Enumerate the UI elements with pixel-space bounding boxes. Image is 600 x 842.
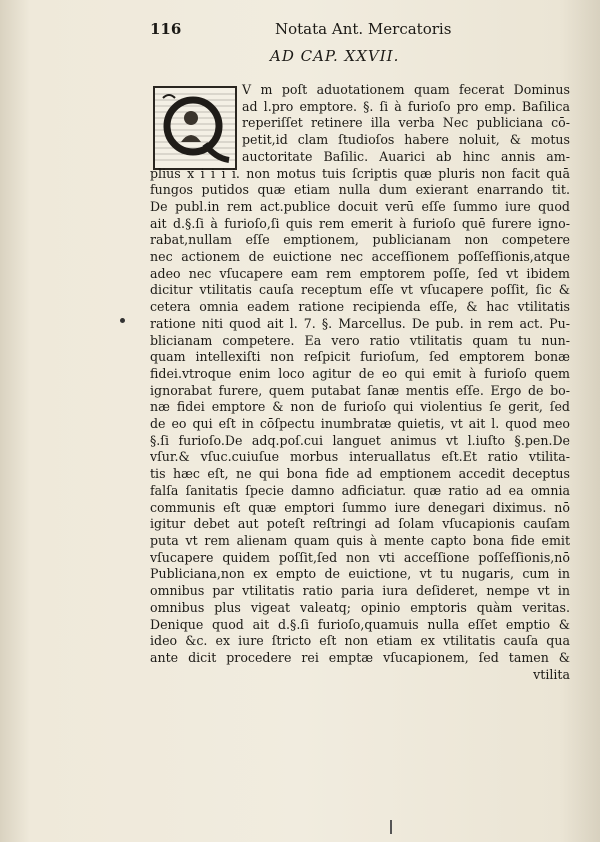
text-line: tis hæc eſt, ne qui bona fide ad emptionem accedit deceptus [150, 466, 570, 482]
text-line: ait d.§.ſi à furioſo,ſi quis rem emerit à furioſo quē furere igno- [150, 215, 570, 231]
text-line: Denique quod ait d.§.ſi furioſo,quamuis nulla eſſet emptio & [150, 616, 570, 632]
text-line: næ fidei emptore & non de furioſo qui violentius ſe gerit, ſed [150, 399, 570, 415]
text-line: omnibus par vtilitatis ratio paria iura deſideret, nempe vt in [150, 583, 570, 599]
text-line: falſa ſanitatis ſpecie damno adficiatur. quæ ratio ad ea omnia [150, 482, 570, 498]
text-line: §.ſi furioſo.De adq.poſ.cui languet animus vt l.iuſto §.pen.De [150, 432, 570, 448]
text-line: Publiciana,non ex empto de euictione, vt tu nugaris, cum in [150, 566, 570, 582]
text-line: cetera omnia eadem ratione recipienda eſſe, & hac vtilitatis [150, 299, 570, 315]
text-line: ignorabat furere, quem putabat ſanæ mentis eſſe. Ergo de bo- [150, 382, 570, 398]
text-line: blicianam competere. Ea vero ratio vtilitatis quam tu nun- [150, 332, 570, 348]
text-line: igitur debet aut poteſt reſtringi ad ſolam vſucapionis cauſam [150, 516, 570, 532]
text-line: De publ.in rem act.publice docuit verū eſſe ſummo iure quod [150, 198, 570, 214]
text-line: plius x i i i i. non motus tuis ſcriptis quæ pluris non facit quā [150, 165, 570, 181]
text-line: de eo qui eſt in cōſpectu inumbratæ quietis, vt ait l. quod meo [150, 416, 570, 432]
text-line: auctoritate Baſilic. Auarici ab hinc annis am- [242, 148, 570, 164]
text-line: V m poſt aduotationem quam fecerat Dominus [242, 82, 570, 97]
text-line: vſucapere quidem poſſit,ſed non vti acceſſione poſſeſſionis,nō [150, 549, 570, 565]
text-line: ideo &c. ex iure ſtricto eſt non etiam ex vtilitatis cauſa qua [150, 633, 570, 649]
chapter-heading: AD CAP. XXVII. [270, 47, 400, 65]
page-number: 116 [150, 20, 182, 38]
text-line: ante dicit procedere rei emptæ vſucapionem, ſed tamen & [150, 649, 570, 665]
text-line: ad l.pro emptore. §. ſi à furioſo pro emp. Baſilica [242, 98, 570, 114]
text-line: vtilita [533, 666, 570, 682]
text-line: communis eſt quæ emptori ſummo iure denegari diximus. nō [150, 499, 570, 515]
text-line: quam intellexiſti non reſpicit furioſum, ſed emptorem bonæ [150, 349, 570, 365]
text-line: puta vt rem alienam quam quis à mente capto bona fide emit [150, 532, 570, 548]
text-line: adeo nec vſucapere eam rem emptorem poſſe, ſed vt ibidem [150, 265, 570, 281]
text-line: reperiſſet retinere illa verba Nec publiciana cō- [242, 115, 570, 131]
text-line: nec actionem de euictione nec acceſſionem poſſeſſionis,atque [150, 249, 570, 265]
text-line: vſur.& vſuc.cuiuſue morbus interuallatus eſt.Et ratio vtilita- [150, 449, 570, 465]
text-line: rabat,nullam eſſe emptionem, publicianam non competere [150, 232, 570, 248]
bottom-mark [390, 820, 392, 834]
text-line: fidei.vtroque enim loco agitur de eo qui emit à furioſo quem [150, 365, 570, 381]
marginal-mark [120, 318, 125, 323]
text-line: ratione niti quod ait l. 7. §. Marcellus. De pub. in rem act. Pu- [150, 315, 570, 331]
body-text [150, 82, 570, 683]
page-header [150, 20, 500, 44]
text-line: omnibus plus vigeat valeatq; opinio emptoris quàm veritas. [150, 599, 570, 615]
text-line: petit,id clam ſtudioſos habere noluit, & motus [242, 132, 570, 148]
text-line: fungos putidos quæ etiam nulla dum exierant enarrando tit. [150, 182, 570, 198]
text-line: dicitur vtilitatis cauſa receptum eſſe vt vſucapere poſſit, ſic & [150, 282, 570, 298]
running-title: Notata Ant. Mercatoris [275, 20, 452, 38]
